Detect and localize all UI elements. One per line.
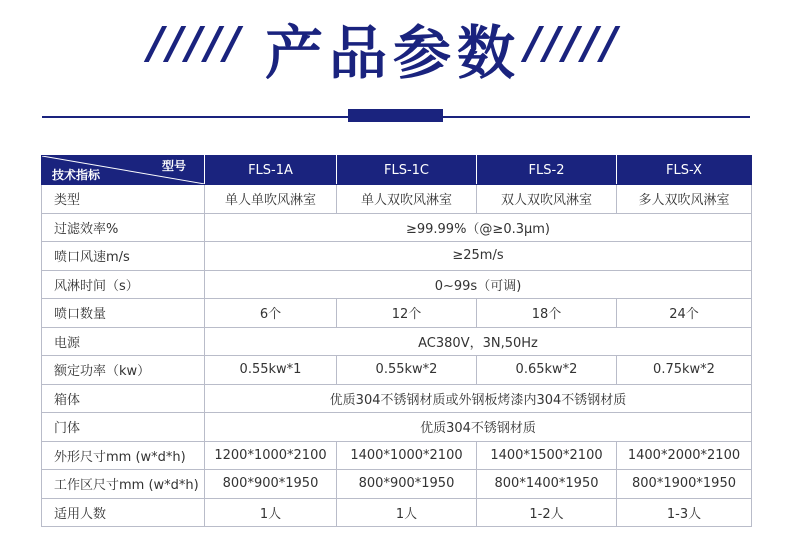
row-label: 外形尺寸mm (w*d*h) bbox=[42, 441, 205, 470]
merged-value-cell: AC380V，3N,50Hz bbox=[205, 327, 752, 356]
value-cell: 0.55kw*1 bbox=[205, 356, 337, 385]
table-row bbox=[42, 441, 752, 470]
table-row bbox=[42, 185, 752, 214]
value-cell: 0.75kw*2 bbox=[617, 356, 752, 385]
row-label: 电源 bbox=[42, 327, 205, 356]
page-title: 产品参数 bbox=[264, 19, 521, 87]
row-label: 风淋时间（s） bbox=[42, 270, 205, 299]
value-cell: 多人双吹风淋室 bbox=[617, 185, 752, 214]
value-cell: 12个 bbox=[337, 299, 477, 328]
value-cell: 1人 bbox=[337, 498, 477, 527]
table-row bbox=[42, 470, 752, 499]
row-label: 喷口数量 bbox=[42, 299, 205, 328]
corner-spec-label: 技术指标 bbox=[52, 168, 101, 182]
value-cell: 1400*1500*2100 bbox=[477, 441, 617, 470]
row-label: 喷口风速m/s bbox=[42, 242, 205, 271]
table-row bbox=[42, 498, 752, 527]
value-cell: 800*1900*1950 bbox=[617, 470, 752, 499]
table-row bbox=[42, 270, 752, 299]
value-cell: 1400*1000*2100 bbox=[337, 441, 477, 470]
value-cell: 18个 bbox=[477, 299, 617, 328]
merged-value-cell: 0~99s（可调) bbox=[205, 270, 752, 299]
table-row bbox=[42, 384, 752, 413]
table-row bbox=[42, 356, 752, 385]
page-header bbox=[0, 0, 790, 100]
value-cell: 1-3人 bbox=[617, 498, 752, 527]
value-cell: 1200*1000*2100 bbox=[205, 441, 337, 470]
value-cell: 800*900*1950 bbox=[205, 470, 337, 499]
value-cell: 800*900*1950 bbox=[337, 470, 477, 499]
row-label: 门体 bbox=[42, 413, 205, 442]
table-row bbox=[42, 213, 752, 242]
value-cell: 单人双吹风淋室 bbox=[337, 185, 477, 214]
value-cell: 24个 bbox=[617, 299, 752, 328]
table-row bbox=[42, 413, 752, 442]
merged-value-cell: 优质304不锈钢材质 bbox=[205, 413, 752, 442]
decorative-slashes-right: ///// bbox=[525, 18, 621, 69]
model-header-cell: FLS-1C bbox=[337, 156, 477, 185]
title-underline-accent bbox=[348, 109, 443, 122]
value-cell: 6个 bbox=[205, 299, 337, 328]
value-cell: 1-2人 bbox=[477, 498, 617, 527]
table-header-row bbox=[42, 156, 752, 185]
value-cell: 0.65kw*2 bbox=[477, 356, 617, 385]
value-cell: 0.55kw*2 bbox=[337, 356, 477, 385]
model-header-cell: FLS-X bbox=[617, 156, 752, 185]
merged-value-cell: 优质304不锈钢材质或外钢板烤漆内304不锈钢材质 bbox=[205, 384, 752, 413]
row-label: 额定功率（kw） bbox=[42, 356, 205, 385]
table-row bbox=[42, 327, 752, 356]
value-cell: 800*1400*1950 bbox=[477, 470, 617, 499]
model-header-cell: FLS-2 bbox=[477, 156, 617, 185]
value-cell: 1人 bbox=[205, 498, 337, 527]
merged-value-cell: ≥25m/s bbox=[205, 242, 752, 271]
table-row bbox=[42, 299, 752, 328]
value-cell: 双人双吹风淋室 bbox=[477, 185, 617, 214]
row-label: 适用人数 bbox=[42, 498, 205, 527]
row-label: 工作区尺寸mm (w*d*h) bbox=[42, 470, 205, 499]
header-corner-cell bbox=[42, 156, 205, 185]
model-header-cell: FLS-1A bbox=[205, 156, 337, 185]
value-cell: 1400*2000*2100 bbox=[617, 441, 752, 470]
decorative-slashes-left: ///// bbox=[148, 18, 244, 69]
corner-model-label: 型号 bbox=[161, 159, 186, 173]
value-cell: 单人单吹风淋室 bbox=[205, 185, 337, 214]
row-label: 过滤效率% bbox=[42, 213, 205, 242]
merged-value-cell: ≥99.99%（@≥0.3μm) bbox=[205, 213, 752, 242]
spec-table bbox=[41, 155, 752, 527]
row-label: 类型 bbox=[42, 185, 205, 214]
table-row bbox=[42, 242, 752, 271]
row-label: 箱体 bbox=[42, 384, 205, 413]
